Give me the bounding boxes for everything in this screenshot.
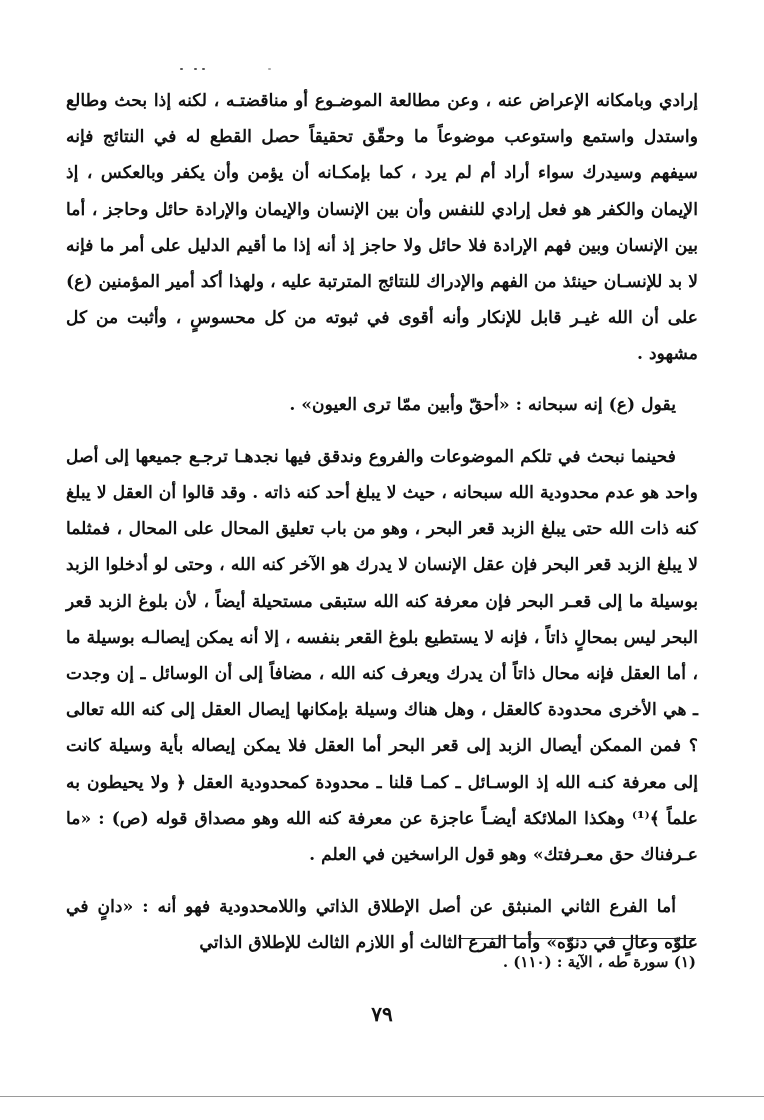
paragraph-2: يقول (ع) إنه سبحانه : «أحقّ وأبين ممّا ترى العيون» .: [289, 394, 676, 415]
body-text: [66, 83, 698, 962]
footnote-separator: [458, 938, 696, 939]
paragraph-1: إرادي وبامكانه الإعراض عنه ، وعن مطالعة الموضـوع أو مناقضتـه ، لكنه إذا بحث وطالع واستدل واستمع واستوعب موضوعاً ما وحقّق تحقيقاً حصل القطع له في النتائج فإنه سيفهم وسيدرك سواء أراد أم لم يرد ، كما بإمكـانه أن يؤمن وأن يكفر وبالعكس ، إذ الإيمان والكفر هو فعل إرادي للنفس وأن بين الإنسان والإيمان والإرادة حائل وحاجز ، أما بين الإنسان وبين فهم الإرادة فلا حائل ولا حاجز إذ أنه إذا ما أقيم الدليل على أمر ما فإنه لا بد للإنسـان حينئذ من الفهم والإدراك للنتائج المترتبة عليه ، ولهذا أكد أمير المؤمنين (ع) على أن الله غيـر قابل للإنكار وأنه أقوى في ثبوته من كل محسوسٍ ، وأثبت من كل مشهود .: [66, 91, 698, 365]
bottom-edge-line: [0, 1096, 764, 1097]
footnote: (١) سورة طه ، الآية : (١١٠) .: [502, 953, 696, 971]
paragraph-3: فحينما نبحث في تلكم الموضوعات والفروع وندقق فيها نجدهـا ترجـع جميعها إلى أصل واحد هو عدم محدودية الله سبحانه ، حيث لا يبلغ أحد كنه ذاته . وقد قالوا أن العقل لا يبلغ كنه ذات الله حتى يبلغ الزبد قعر البحر ، وهو من باب تعليق المحال على المحال ، فمثلما لا يبلغ الزبد قعر البحر فإن عقل الإنسان لا يدرك هو الآخر كنه الله ، وحتى لو أدخلوا الزبد بوسيلة ما إلى قعـر البحر فإن معرفة كنه الله ستبقى مستحيلة أيضاً ، لأن بلوغ الزبد قعر البحر ليس بمحالٍ ذاتاً ، فإنه لا يستطيع بلوغ القعر بنفسه ، إلا أنه يمكن إيصالـه بوسيلة ما ، أما العقل فإنه محال ذاتاً أن يدرك ويعرف كنه الله ، مضافاً إلى أن الوسائل ـ إن وجدت ـ هي الأخرى محدودة كالعقل ، وهل هناك وسيلة بإمكانها إيصال العقل إلى كنه الله تعالى ؟ فمن الممكن أيصال الزبد إلى قعر البحر أما العقل فلا يمكن إيصاله بأية وسيلة كانت إلى معرفة كنـه الله إذ الوسـائل ـ كمـا قلنا ـ محدودة كمحدودية العقل ﴿ ولا يحيطون به علماً ﴾⁽¹⁾ وهكذا الملائكة أيضـاً عاجزة عن معرفة كنه الله وهو مصداق قوله (ص) : «ما عـرفناك حق معـرفتك» وهو قول الراسخين في العلم .: [66, 446, 698, 866]
scan-specks: [180, 68, 300, 72]
page-number: ٧٩: [371, 1002, 393, 1026]
paragraph-4: أما الفرع الثاني المنبثق عن أصل الإطلاق الذاتي واللامحدودية فهو أنه : «دانٍ في علوّه وعالٍ في دنوّه» وأما الفرع الثالث أو اللازم الثالث للإطلاق الذاتي: [66, 897, 698, 954]
